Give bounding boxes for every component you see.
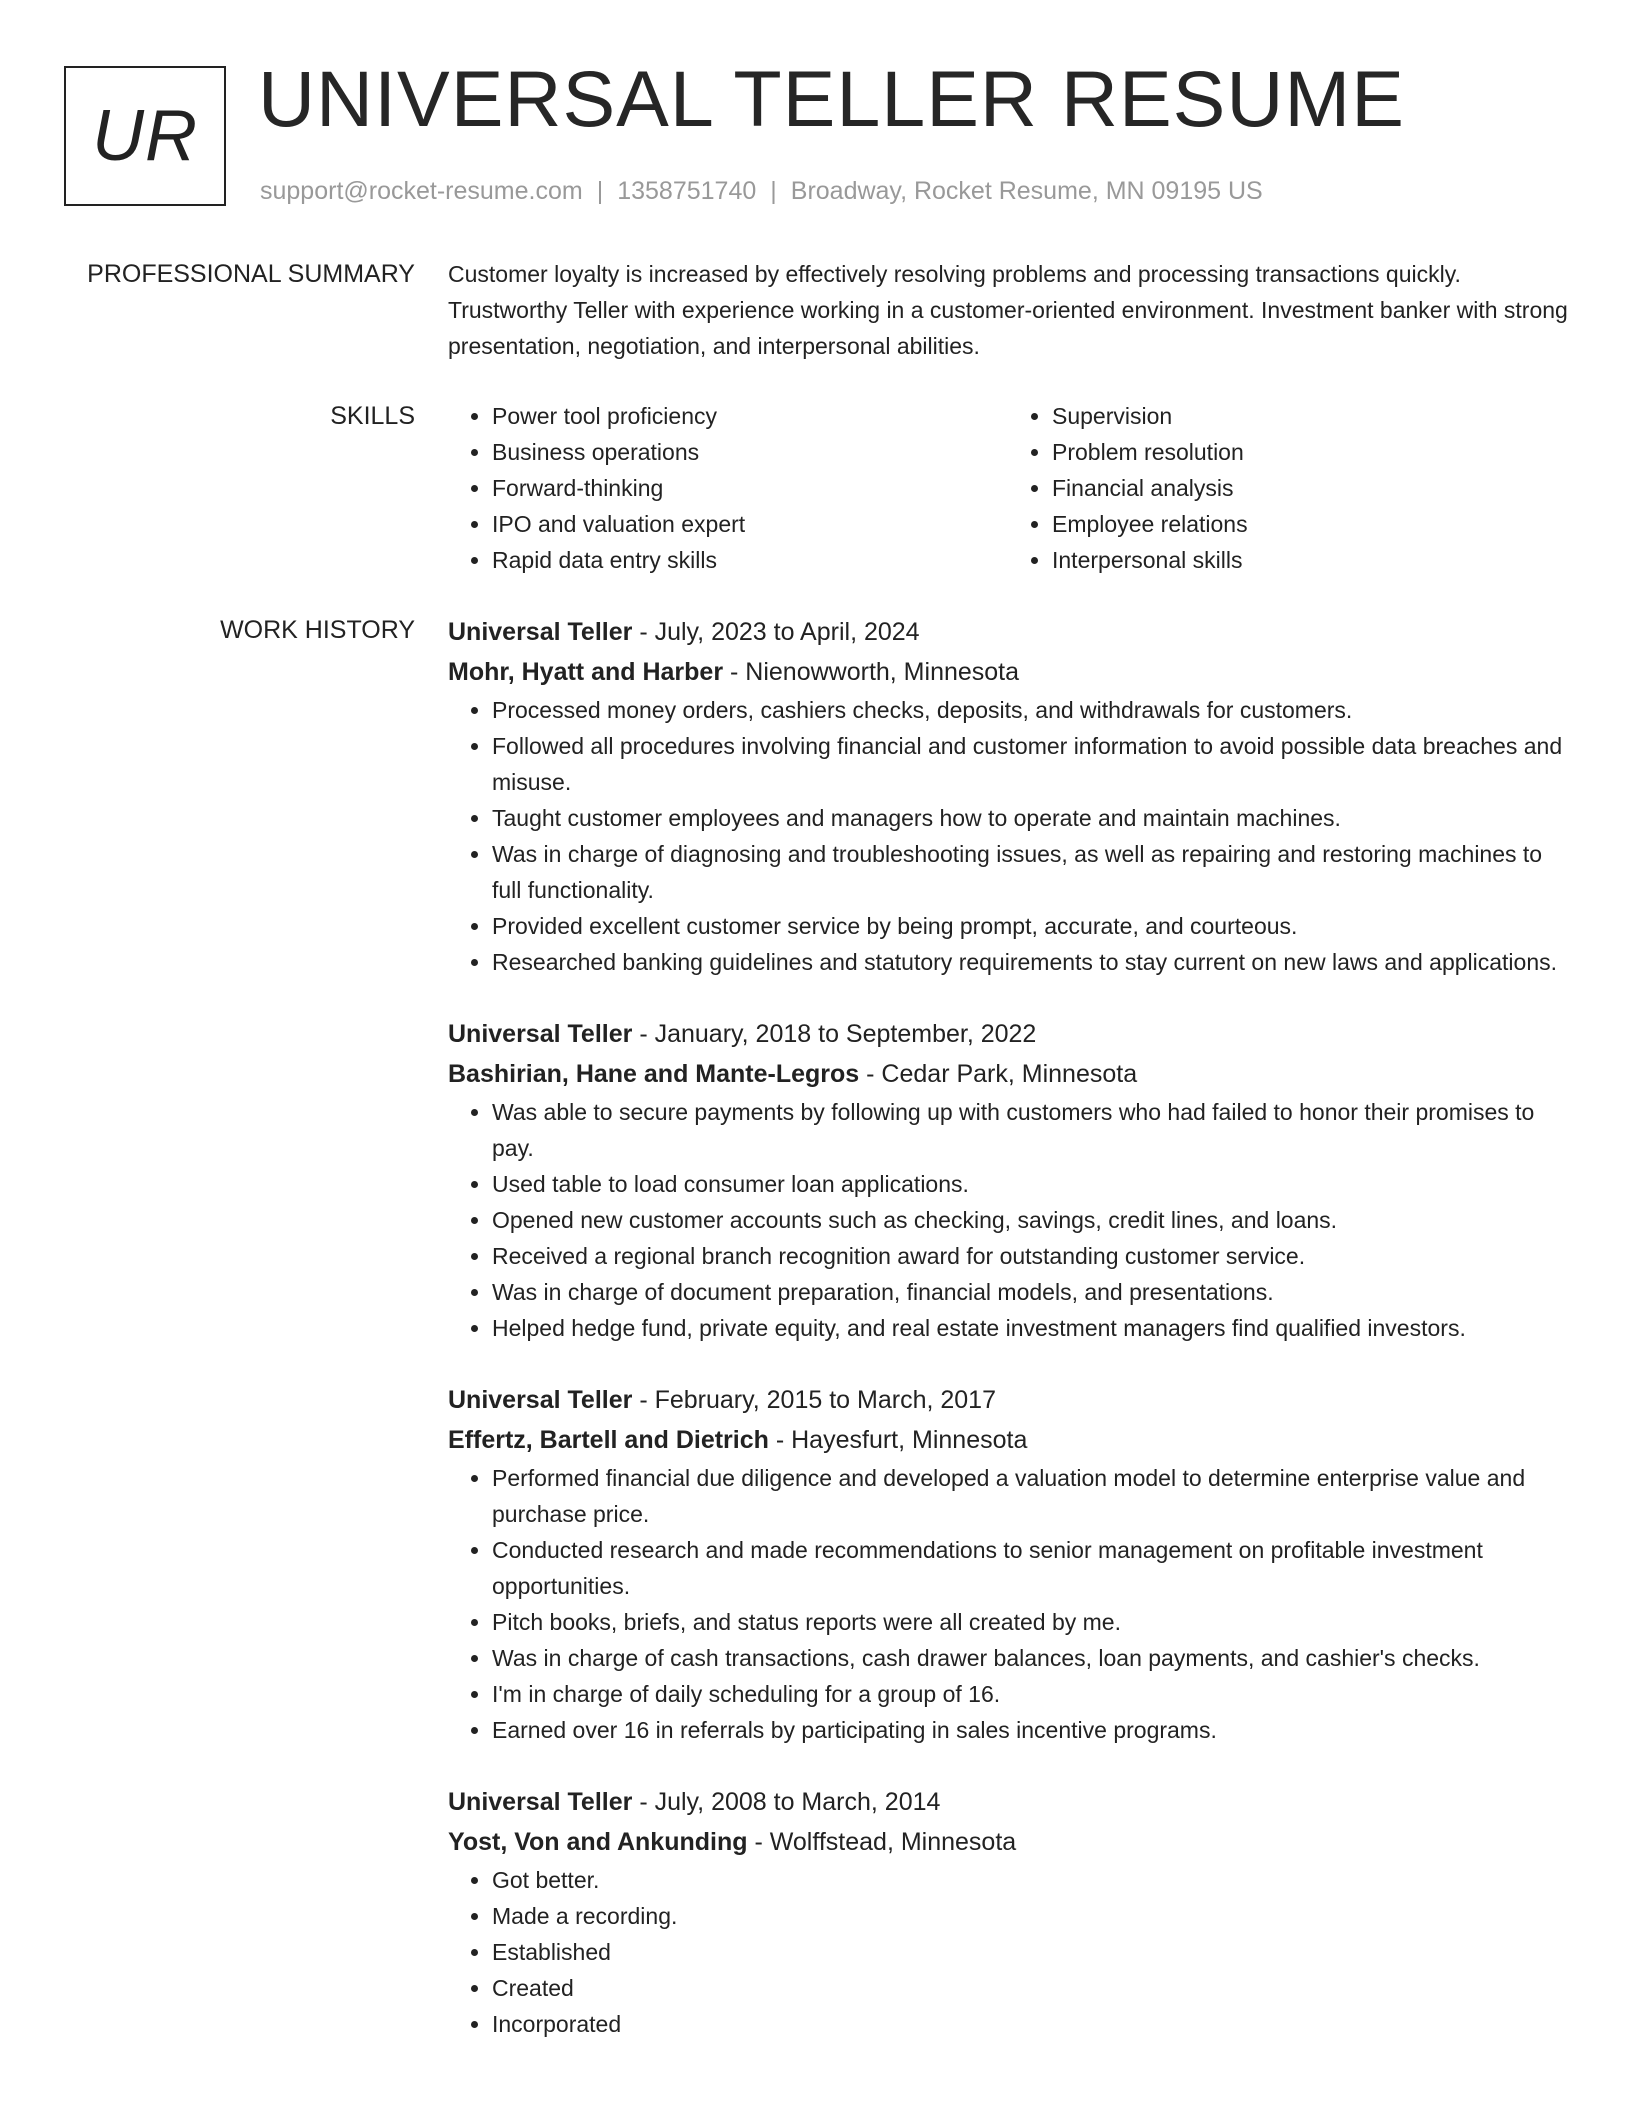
job-title-line xyxy=(448,612,1568,652)
job-bullet: • Was in charge of document preparation, financial models, and presentations. xyxy=(492,1274,1568,1310)
job-bullet: • Earned over 16 in referrals by participating in sales incentive programs. xyxy=(492,1712,1568,1748)
section-label-skills: SKILLS xyxy=(330,402,415,430)
skills-list-left xyxy=(448,398,1008,578)
job-bullet: • Followed all procedures involving financial and customer information to avoid possible data breaches and misuse. xyxy=(492,728,1568,800)
job-bullet: • Performed financial due diligence and developed a valuation model to determine enterprise value and purchase price. xyxy=(492,1460,1568,1532)
job-entry xyxy=(448,612,1568,980)
job-company: Mohr, Hyatt and Harber xyxy=(448,658,724,686)
job-title: Universal Teller xyxy=(448,1386,633,1414)
job-bullet: • Pitch books, briefs, and status reports were all created by me. xyxy=(492,1604,1568,1640)
contact-address: Broadway, Rocket Resume, MN 09195 US xyxy=(790,177,1263,205)
job-bullets xyxy=(448,1460,1568,1748)
skill-item: • Power tool proficiency xyxy=(492,398,1008,434)
job-bullet: • Was able to secure payments by following up with customers who had failed to honor their promises to pay. xyxy=(492,1094,1568,1166)
monogram-logo: UR xyxy=(64,66,226,206)
job-bullet: • Made a recording. xyxy=(492,1898,1568,1934)
section-label-work-history: WORK HISTORY xyxy=(220,616,415,644)
job-title-line xyxy=(448,1014,1568,1054)
job-dates: - July, 2023 to April, 2024 xyxy=(639,618,920,646)
skill-item: • Supervision xyxy=(1052,398,1568,434)
contact-email[interactable]: support@rocket-resume.com xyxy=(260,177,583,205)
job-bullet: • Used table to load consumer loan applications. xyxy=(492,1166,1568,1202)
job-dates: - July, 2008 to March, 2014 xyxy=(639,1788,941,1816)
job-company-line xyxy=(448,1054,1568,1094)
job-entry xyxy=(448,1782,1568,2042)
skill-item: • Employee relations xyxy=(1052,506,1568,542)
job-location: - Wolffstead, Minnesota xyxy=(754,1828,1017,1856)
job-bullet: • Conducted research and made recommendations to senior management on profitable investment opportunities. xyxy=(492,1532,1568,1604)
job-bullet: • I'm in charge of daily scheduling for a group of 16. xyxy=(492,1676,1568,1712)
job-bullets xyxy=(448,692,1568,980)
job-bullet: • Helped hedge fund, private equity, and real estate investment managers find qualified investors. xyxy=(492,1310,1568,1346)
job-company-line xyxy=(448,1420,1568,1460)
job-location: - Nienowworth, Minnesota xyxy=(730,658,1020,686)
job-bullet: • Created xyxy=(492,1970,1568,2006)
job-bullets xyxy=(448,1862,1568,2042)
job-bullet: • Opened new customer accounts such as checking, savings, credit lines, and loans. xyxy=(492,1202,1568,1238)
contact-separator: | xyxy=(596,177,604,205)
job-bullet: • Received a regional branch recognition award for outstanding customer service. xyxy=(492,1238,1568,1274)
job-company-line xyxy=(448,1822,1568,1862)
job-bullet: • Got better. xyxy=(492,1862,1568,1898)
resume-title: UNIVERSAL TELLER RESUME xyxy=(258,54,1405,143)
summary-text: Customer loyalty is increased by effectively resolving problems and processing transactions quickly. Trustworthy Teller with experience working in a customer-oriented environment. Investment banker with strong presentation, negotiation, and interpersonal abilities. xyxy=(448,261,1568,359)
job-bullets xyxy=(448,1094,1568,1346)
job-title: Universal Teller xyxy=(448,1020,633,1048)
job-bullet: • Established xyxy=(492,1934,1568,1970)
skill-item: • IPO and valuation expert xyxy=(492,506,1008,542)
section-label-summary: PROFESSIONAL SUMMARY xyxy=(87,260,415,288)
skill-item: • Rapid data entry skills xyxy=(492,542,1008,578)
skill-item: • Financial analysis xyxy=(1052,470,1568,506)
skill-item: • Business operations xyxy=(492,434,1008,470)
job-dates: - January, 2018 to September, 2022 xyxy=(639,1020,1037,1048)
job-company-line xyxy=(448,652,1568,692)
skill-item: • Problem resolution xyxy=(1052,434,1568,470)
job-bullet: • Was in charge of cash transactions, cash drawer balances, loan payments, and cashier's checks. xyxy=(492,1640,1568,1676)
job-bullet: • Provided excellent customer service by being prompt, accurate, and courteous. xyxy=(492,908,1568,944)
job-title-line xyxy=(448,1782,1568,1822)
job-bullet: • Taught customer employees and managers how to operate and maintain machines. xyxy=(492,800,1568,836)
job-location: - Cedar Park, Minnesota xyxy=(866,1060,1138,1088)
contact-line xyxy=(260,174,1263,208)
job-dates: - February, 2015 to March, 2017 xyxy=(639,1386,996,1414)
job-company: Yost, Von and Ankunding xyxy=(448,1828,748,1856)
contact-separator: | xyxy=(770,177,777,205)
skill-item: • Interpersonal skills xyxy=(1052,542,1568,578)
skills-list-right xyxy=(1008,398,1568,578)
job-bullet: • Researched banking guidelines and statutory requirements to stay current on new laws and applications. xyxy=(492,944,1568,980)
job-bullet: • Processed money orders, cashiers checks, deposits, and withdrawals for customers. xyxy=(492,692,1568,728)
skill-item: • Forward-thinking xyxy=(492,470,1008,506)
job-title: Universal Teller xyxy=(448,1788,633,1816)
job-company: Effertz, Bartell and Dietrich xyxy=(448,1426,769,1454)
job-bullet: • Incorporated xyxy=(492,2006,1568,2042)
contact-phone[interactable]: 1358751740 xyxy=(617,177,757,205)
job-company: Bashirian, Hane and Mante-Legros xyxy=(448,1060,860,1088)
job-title: Universal Teller xyxy=(448,618,633,646)
job-entry xyxy=(448,1380,1568,1748)
job-entry xyxy=(448,1014,1568,1346)
job-title-line xyxy=(448,1380,1568,1420)
job-location: - Hayesfurt, Minnesota xyxy=(775,1426,1028,1454)
job-bullet: • Was in charge of diagnosing and troubleshooting issues, as well as repairing and restoring machines to full functionality. xyxy=(492,836,1568,908)
